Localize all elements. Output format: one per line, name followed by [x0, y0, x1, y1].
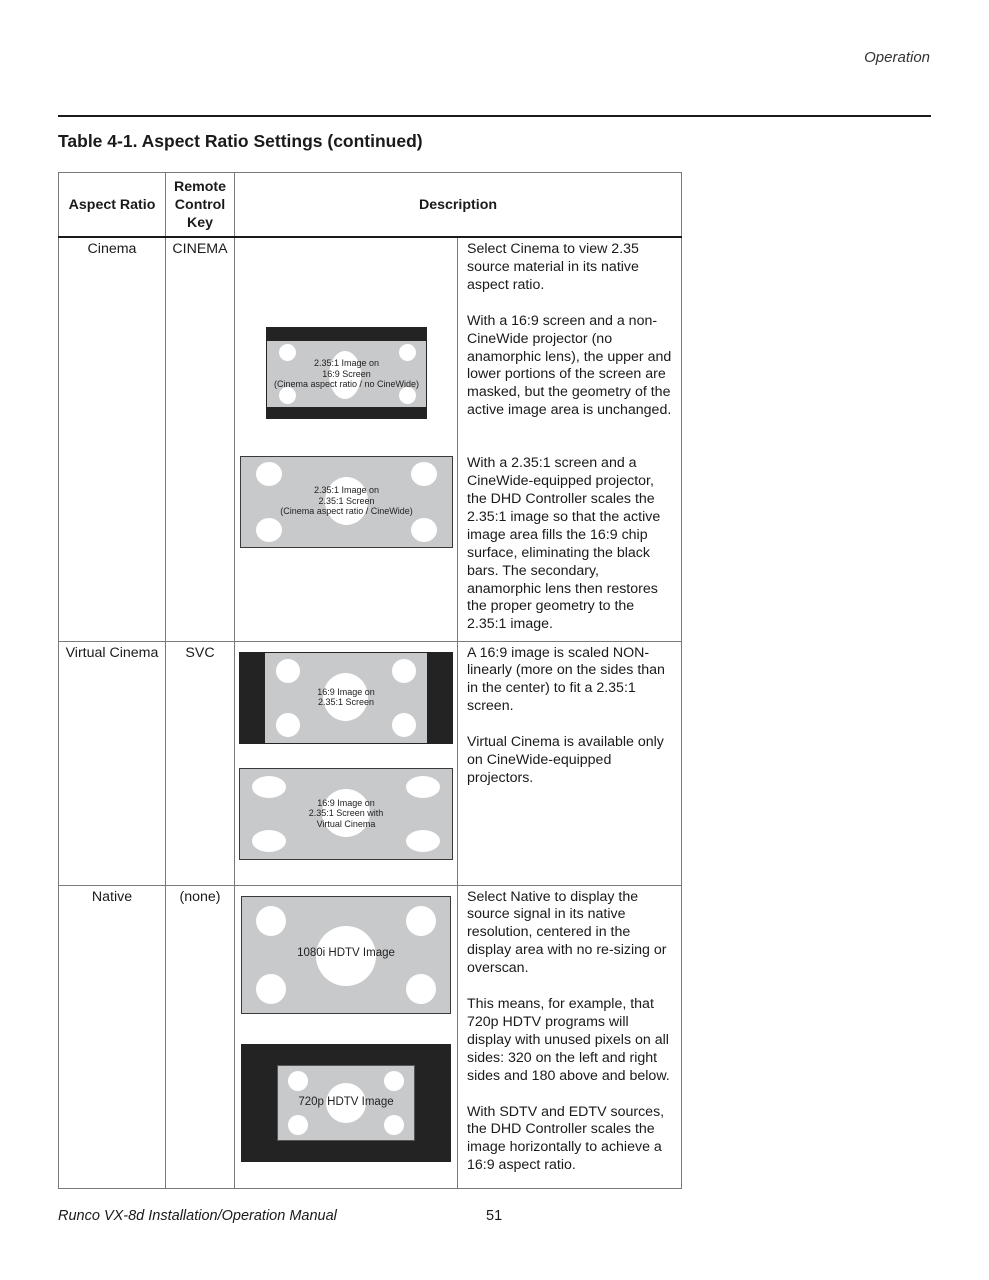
footer-page-number: 51 [486, 1208, 503, 1224]
corner-oval-bl [256, 974, 286, 1004]
corner-oval-tl [276, 659, 300, 683]
corner-oval-br [392, 713, 416, 737]
corner-oval-tl [256, 906, 286, 936]
cell-remote-key: CINEMA [166, 237, 235, 641]
corner-oval-tl [288, 1071, 308, 1091]
caption-line: 1080i HDTV Image [297, 946, 395, 959]
footer-manual-title: Runco VX-8d Installation/Operation Manual [58, 1208, 337, 1224]
diagram-caption [265, 687, 427, 708]
corner-oval-bl [279, 387, 296, 404]
table-row-native [59, 885, 682, 1188]
description-paragraph: With SDTV and EDTV sources, the DHD Controller scales the image horizontally to achieve a 16:9 aspect ratio. [467, 1103, 665, 1174]
corner-oval-bl [256, 518, 282, 542]
diagram-720p-hdtv [241, 1044, 451, 1162]
caption-line: 16:9 Image on [317, 686, 375, 697]
col-header-aspect-ratio: Aspect Ratio [59, 173, 166, 238]
description-paragraph: Virtual Cinema is available only on CineWide-equipped projectors. [467, 734, 664, 786]
caption-line: (Cinema aspect ratio / no CineWide) [273, 379, 420, 389]
corner-oval-tr [392, 659, 416, 683]
cell-aspect-ratio: Cinema [59, 237, 166, 641]
corner-oval-bl [288, 1115, 308, 1135]
corner-oval-bl [276, 713, 300, 737]
diagram-1080i-hdtv [241, 896, 451, 1014]
cell-description [458, 885, 682, 1188]
cell-aspect-ratio: Native [59, 885, 166, 1188]
diagram-235-on-235-cinewide [240, 456, 453, 548]
description-paragraph: This means, for example, that 720p HDTV programs will display with unused pixels on all sides: 320 on the left and right sides and 180 above and below. [467, 996, 670, 1084]
diagram-169-virtual-cinema [239, 768, 453, 860]
active-image-area [277, 1065, 415, 1141]
corner-oval-tr [384, 1071, 404, 1091]
cell-diagrams [235, 641, 458, 885]
caption-line: 2.35:1 Screen with [308, 808, 384, 818]
corner-oval-tr [406, 906, 436, 936]
caption-line: (Cinema aspect ratio / CineWide) [280, 506, 413, 516]
corner-oval-br [411, 518, 437, 542]
table-row-cinema [59, 237, 682, 641]
cell-remote-key: SVC [166, 641, 235, 885]
description-paragraph: With a 16:9 screen and a non-CineWide projector (no anamorphic lens), the upper and lower portions of the screen are masked, but the geometry of the active image area is unchanged. [467, 312, 672, 419]
table-row-virtual-cinema [59, 641, 682, 885]
diagram-caption [241, 485, 452, 517]
active-image-area [265, 653, 427, 743]
running-header: Operation [864, 49, 930, 66]
corner-oval-bl [252, 830, 286, 852]
corner-oval-tl [256, 462, 282, 486]
caption-line: Virtual Cinema [316, 818, 376, 829]
table-title: Table 4-1. Aspect Ratio Settings (continued) [58, 131, 423, 151]
corner-oval-br [406, 974, 436, 1004]
caption-line: 2.35:1 Image on [313, 485, 380, 495]
corner-oval-br [406, 830, 440, 852]
caption-line: 2.35:1 Screen [318, 495, 375, 506]
cell-diagrams [235, 237, 458, 641]
cell-aspect-ratio: Virtual Cinema [59, 641, 166, 885]
cell-description [458, 237, 682, 641]
description-paragraph: A 16:9 image is scaled NON-linearly (more on the sides than in the center) to fit a 2.35:1 screen. [467, 644, 665, 715]
diagram-caption [278, 1096, 414, 1109]
diagram-169-on-235 [239, 652, 453, 744]
cell-description [458, 641, 682, 885]
corner-oval-tl [252, 776, 286, 798]
cell-diagrams [235, 885, 458, 1188]
active-image-area [267, 341, 426, 407]
corner-oval-br [399, 387, 416, 404]
corner-oval-tr [406, 776, 440, 798]
cell-remote-key: (none) [166, 885, 235, 1188]
diagram-caption [267, 358, 426, 390]
caption-line: 16:9 Image on [317, 797, 375, 808]
description-paragraph: Select Native to display the source signal in its native resolution, centered in the display area with no re-sizing or overscan. [467, 888, 667, 977]
col-header-remote-key-text: Remote Control Key [173, 178, 227, 231]
description-paragraph: Select Cinema to view 2.35 source material in its native aspect ratio. [467, 241, 639, 293]
caption-line: 16:9 Screen [322, 368, 371, 379]
header-rule [58, 115, 931, 117]
caption-line: 2.35:1 Image on [313, 358, 380, 368]
caption-line: 720p HDTV Image [298, 1095, 394, 1108]
col-header-remote-key [166, 173, 235, 238]
aspect-ratio-table [58, 172, 682, 1189]
col-header-description: Description [235, 173, 682, 238]
corner-oval-tr [411, 462, 437, 486]
diagram-235-on-169-no-cinewide [266, 327, 427, 419]
description-paragraph: With a 2.35:1 screen and a CineWide-equipped projector, the DHD Controller scales the 2.35:1 image so that the active image area fills the 16:9 chip surface, eliminating the black bars. The secondary, anamorphic lens then restores the proper geometry to the 2.35:1 image. [467, 455, 661, 633]
diagram-caption [240, 798, 452, 830]
corner-oval-br [384, 1115, 404, 1135]
diagram-caption [242, 947, 450, 960]
caption-line: 2.35:1 Screen [317, 697, 375, 707]
